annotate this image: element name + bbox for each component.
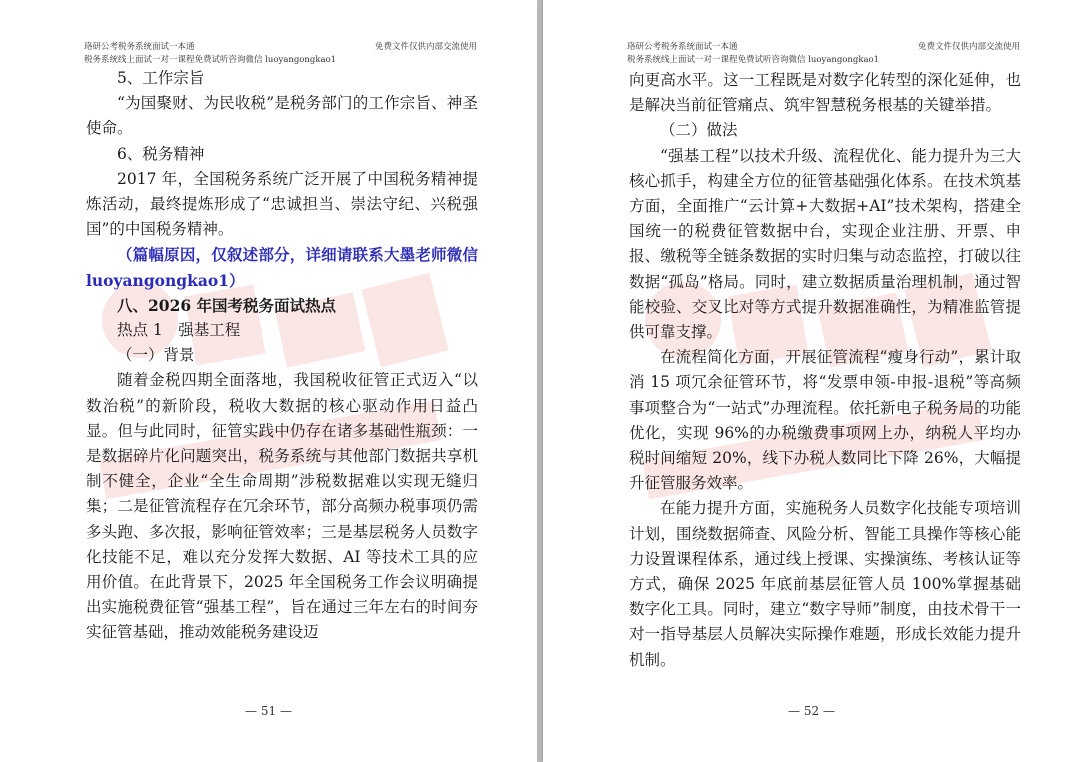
paragraph: “强基工程”以技术升级、流程优化、能力提升为三大核心抓手，构建全方位的征管基础强化体系。在技术筑基方面，全面推广“云计算+大数据+AI”技术架构，搭建全国统一的税费征管数据中台，实现企业注册、开票、申报、缴税等全链条数据的实时归集与动态监控，打破以往数据“孤岛”格局。同时，建立数据质量治理机制，通过智能校验、交叉比对等方式提升数据准确性，为精准监管提供可靠支撑。: [629, 146, 1021, 342]
contact-notice: （篇幅原因，仅叙述部分，详细请联系大墨老师微信 luoyangongkao1）: [86, 245, 478, 290]
page-body: [629, 68, 1021, 673]
header-note: 免费文件仅供内部交流使用: [917, 42, 1020, 52]
paragraph: 随着金税四期全面落地，我国税收征管正式迈入“以数治税”的新阶段，税收大数据的核心驱动作用日益凸显。但与此同时，征管实践中仍存在诸多基础性瓶颈：一是数据碎片化问题突出，税务系统与其他部门数据共享机制不健全，企业“全生命周期”涉税数据难以实现无缝归集；二是征管流程存在冗余环节，部分高频办税事项仍需多头跑、多次报，影响征管效率；三是基层税务人员数字化技能不足，难以充分发挥大数据、AI 等技术工具的应用价值。在此背景下，2025 年全国税务工作会议明确提出实施税费征管“强基工程”，旨在通过三年左右的时间夯实征管基础，推动效能税务建设迈: [86, 371, 478, 642]
header-title: 珞研公考税务系统面试一本通: [84, 42, 195, 52]
subsection-heading: （二）做法: [660, 121, 738, 140]
section-heading: 6、税务精神: [117, 144, 205, 163]
paragraph: 在能力提升方面，实施税务人员数字化技能专项培训计划，围绕数据筛查、风险分析、智能工具操作等核心能力设置课程体系，通过线上授课、实操演练、考核认证等方式，确保 2025 年底前基层征管人员 100%掌握基础数字化工具。同时，建立“数字导师”制度，由技术骨干一对一指导基层人员解决实际操作难题，形成长效能力提升机制。: [629, 499, 1021, 669]
page-number: — 51 —: [245, 704, 292, 718]
page-52: [543, 0, 1080, 762]
page-body: [86, 66, 478, 646]
topic-heading: 热点 1 强基工程: [117, 321, 241, 340]
page-number: — 52 —: [788, 704, 835, 718]
header-note: 免费文件仅供内部交流使用: [374, 42, 477, 52]
chapter-heading: 八、2026 年国考税务面试热点: [117, 295, 337, 315]
header-subtitle: 税务系统线上面试一对一课程免费试听咨询微信 luoyangongkao1: [84, 55, 337, 65]
page-51: [0, 0, 537, 762]
paragraph: “为国聚财、为民收税”是税务部门的工作宗旨、神圣使命。: [86, 94, 478, 138]
paragraph: 在流程简化方面，开展征管流程“瘦身行动”，累计取消 15 项冗余征管环节，将“发票申领-申报-退税”等高频事项整合为“一站式”办理流程。依托新电子税务局的功能优化，实现 96%的办税缴费事项网上办，纳税人平均办税时间缩短 20%，线下办税人数同比下降 26%，大幅提升征管服务效率。: [629, 348, 1021, 493]
subsection-heading: （一）背景: [117, 346, 195, 365]
paragraph-continuation: 向更高水平。这一工程既是对数字化转型的深化延伸，也是解决当前征管痛点、筑牢智慧税务根基的关键举措。: [629, 71, 1021, 115]
paragraph: 2017 年，全国税务系统广泛开展了中国税务精神提炼活动，最终提炼形成了“忠诚担当、崇法守纪、兴税强国”的中国税务精神。: [86, 169, 478, 239]
header-title: 珞研公考税务系统面试一本通: [627, 42, 738, 52]
section-heading: 5、工作宗旨: [117, 69, 205, 87]
header-subtitle: 税务系统线上面试一对一课程免费试听咨询微信 luoyangongkao1: [627, 55, 880, 65]
